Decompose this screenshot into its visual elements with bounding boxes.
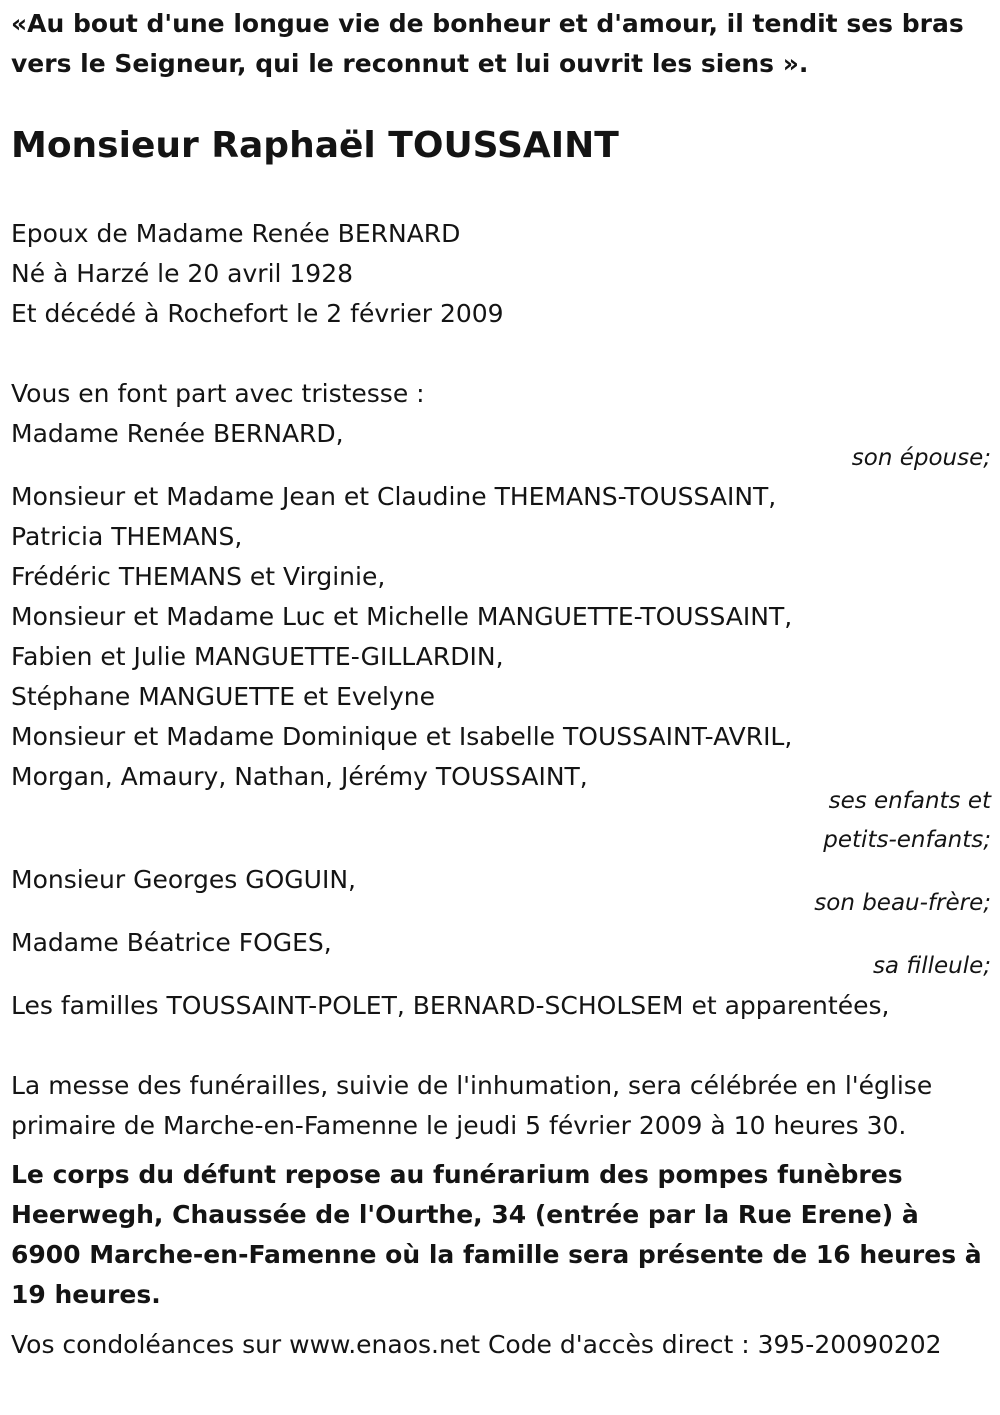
family-child-line: Monsieur et Madame Luc et Michelle MANGUETTE-TOUSSAINT, — [11, 602, 793, 631]
deceased-name: Monsieur Raphaël TOUSSAINT — [11, 125, 619, 166]
funeral-info: La messe des funérailles, suivie de l'inhumation, sera célébrée en l'église primaire de Marche-en-Famenne le jeudi 5 février 2009 à 10 heures 30. — [11, 1071, 933, 1140]
resting-place-info: Le corps du défunt repose au funérarium des pompes funèbres Heerwegh, Chaussée de l'Ourthe, 34 (entrée par la Rue Erene) à 6900 Marche-en-Famenne où la famille sera présente de 16 heures à 19 heures. — [11, 1160, 982, 1309]
family-child-line: Morgan, Amaury, Nathan, Jérémy TOUSSAINT, — [11, 762, 588, 791]
epigraph-quote: «Au bout d'une longue vie de bonheur et d'amour, il tendit ses bras vers le Seigneur, qui le reconnut et lui ouvrit les siens ». — [11, 9, 964, 78]
children-role-line1: ses enfants et — [828, 788, 991, 814]
announcement-line: Vous en font part avec tristesse : — [11, 379, 425, 408]
family-spouse-name: Madame Renée BERNARD, — [11, 419, 344, 448]
family-child-line: Stéphane MANGUETTE et Evelyne — [11, 682, 436, 711]
death-line: Et décédé à Rochefort le 2 février 2009 — [11, 299, 504, 328]
goddaughter-role: sa filleule; — [872, 953, 991, 979]
family-child-line: Monsieur et Madame Dominique et Isabelle TOUSSAINT-AVRIL, — [11, 722, 793, 751]
family-child-line: Patricia THEMANS, — [11, 522, 243, 551]
family-spouse-role: son épouse; — [851, 445, 991, 471]
family-child-line: Frédéric THEMANS et Virginie, — [11, 562, 386, 591]
spouse-line: Epoux de Madame Renée BERNARD — [11, 219, 461, 248]
birth-line: Né à Harzé le 20 avril 1928 — [11, 259, 354, 288]
brother-in-law-role: son beau-frère; — [814, 890, 991, 916]
brother-in-law-name: Monsieur Georges GOGUIN, — [11, 865, 356, 894]
goddaughter-name: Madame Béatrice FOGES, — [11, 928, 332, 957]
family-child-line: Monsieur et Madame Jean et Claudine THEMANS-TOUSSAINT, — [11, 482, 777, 511]
family-child-line: Fabien et Julie MANGUETTE-GILLARDIN, — [11, 642, 504, 671]
children-role-line2: petits-enfants; — [823, 827, 991, 853]
condolences-info: Vos condoléances sur www.enaos.net Code d'accès direct : 395-20090202 — [11, 1330, 942, 1359]
families-line: Les familles TOUSSAINT-POLET, BERNARD-SCHOLSEM et apparentées, — [11, 991, 890, 1020]
